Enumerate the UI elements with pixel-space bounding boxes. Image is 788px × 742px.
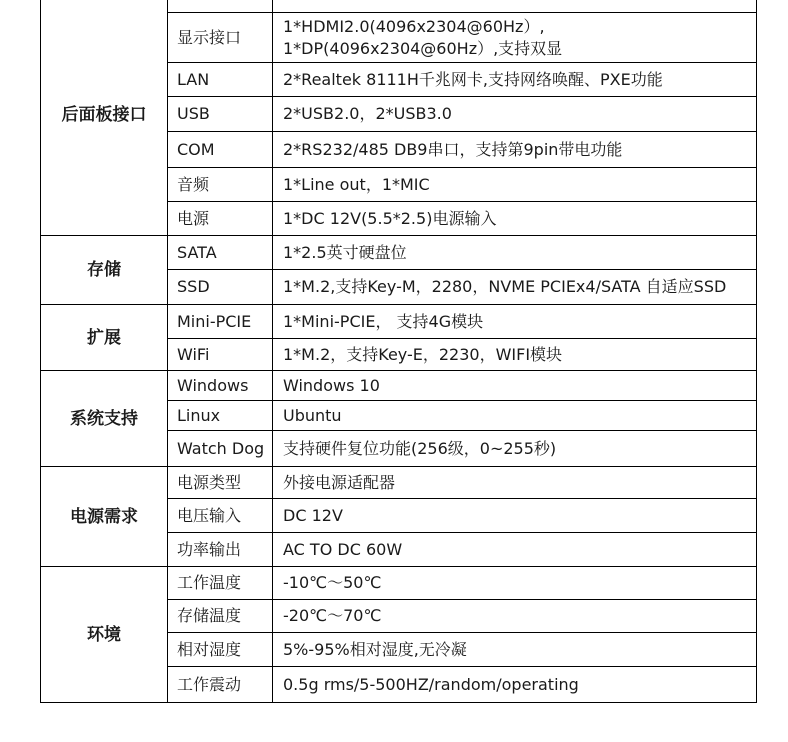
item-cell: 工作震动 bbox=[168, 667, 273, 703]
item-cell: USB bbox=[168, 97, 273, 132]
item-cell: Watch Dog bbox=[168, 431, 273, 467]
spec-row bbox=[41, 0, 757, 13]
item-cell: WiFi bbox=[168, 339, 273, 371]
value-cell bbox=[273, 633, 757, 667]
value-line: 1*HDMI2.0(4096x2304@60Hz）, bbox=[283, 16, 545, 36]
value-cell bbox=[273, 97, 757, 132]
item-cell: 存储温度 bbox=[168, 600, 273, 633]
item-cell: 音频 bbox=[168, 168, 273, 202]
value-line: DC 12V bbox=[283, 505, 343, 525]
value-line: -20℃～70℃ bbox=[283, 606, 382, 625]
value-cell bbox=[273, 431, 757, 467]
value-cell bbox=[273, 339, 757, 371]
item-cell: SSD bbox=[168, 270, 273, 305]
value-cell bbox=[273, 270, 757, 305]
value-cell bbox=[273, 305, 757, 339]
category-cell: 环境 bbox=[41, 567, 168, 703]
value-cell bbox=[273, 567, 757, 600]
item-cell: 电源类型 bbox=[168, 467, 273, 499]
spec-row bbox=[41, 236, 757, 270]
value-line: 外接电源适配器 bbox=[283, 472, 396, 492]
value-line: -10℃～50℃ bbox=[283, 573, 382, 592]
item-cell: 电源 bbox=[168, 202, 273, 236]
value-cell bbox=[273, 63, 757, 97]
value-cell bbox=[273, 168, 757, 202]
item-cell: LAN bbox=[168, 63, 273, 97]
value-cell bbox=[273, 202, 757, 236]
item-cell: 显示接口 bbox=[168, 13, 273, 63]
item-cell: SATA bbox=[168, 236, 273, 270]
value-line: 1*DP(4096x2304@60Hz）,支持双显 bbox=[283, 38, 563, 58]
value-cell bbox=[273, 600, 757, 633]
item-cell: 相对湿度 bbox=[168, 633, 273, 667]
category-cell: 电源需求 bbox=[41, 467, 168, 567]
item-cell: 电压输入 bbox=[168, 499, 273, 533]
value-line: 1*M.2,支持Key-M，2280，NVME PCIEx4/SATA 自适应SSD bbox=[283, 277, 727, 296]
value-cell bbox=[273, 13, 757, 63]
spec-table bbox=[40, 0, 757, 703]
item-cell: Linux bbox=[168, 401, 273, 431]
category-cell: 存储 bbox=[41, 236, 168, 305]
value-cell bbox=[273, 667, 757, 703]
value-line: 5%-95%相对湿度,无冷凝 bbox=[283, 639, 467, 659]
spec-row bbox=[41, 567, 757, 600]
item-cell bbox=[168, 0, 273, 13]
value-line: 1*Mini-PCIE， 支持4G模块 bbox=[283, 311, 484, 331]
value-cell bbox=[273, 0, 757, 13]
value-line: 1*M.2，支持Key-E，2230，WIFI模块 bbox=[283, 344, 563, 364]
value-line: 1*2.5英寸硬盘位 bbox=[283, 242, 407, 262]
item-cell: Windows bbox=[168, 371, 273, 401]
item-cell: Mini-PCIE bbox=[168, 305, 273, 339]
category-cell: 后面板接口 bbox=[41, 0, 168, 236]
value-cell bbox=[273, 467, 757, 499]
value-line: Ubuntu bbox=[283, 405, 342, 425]
value-cell bbox=[273, 401, 757, 431]
value-line: 0.5g rms/5-500HZ/random/operating bbox=[283, 674, 579, 694]
value-line: 2*Realtek 8111H千兆网卡,支持网络唤醒、PXE功能 bbox=[283, 69, 663, 89]
value-cell bbox=[273, 499, 757, 533]
value-line: 2*RS232/485 DB9串口，支持第9pin带电功能 bbox=[283, 139, 623, 159]
value-cell bbox=[273, 371, 757, 401]
category-cell: 系统支持 bbox=[41, 371, 168, 467]
spec-row bbox=[41, 305, 757, 339]
value-line: 支持硬件复位功能(256级，0~255秒) bbox=[283, 438, 557, 458]
item-cell: 工作温度 bbox=[168, 567, 273, 600]
value-line: AC TO DC 60W bbox=[283, 539, 403, 559]
spec-row bbox=[41, 467, 757, 499]
value-line: Windows 10 bbox=[283, 375, 380, 395]
item-cell: 功率输出 bbox=[168, 533, 273, 567]
value-cell bbox=[273, 236, 757, 270]
spec-row bbox=[41, 371, 757, 401]
value-line: 1*DC 12V(5.5*2.5)电源输入 bbox=[283, 208, 497, 228]
category-cell: 扩展 bbox=[41, 305, 168, 371]
value-line: 2*USB2.0，2*USB3.0 bbox=[283, 104, 452, 123]
item-cell: COM bbox=[168, 132, 273, 168]
value-cell bbox=[273, 533, 757, 567]
value-line: 1*Line out，1*MIC bbox=[283, 174, 430, 194]
value-cell bbox=[273, 132, 757, 168]
